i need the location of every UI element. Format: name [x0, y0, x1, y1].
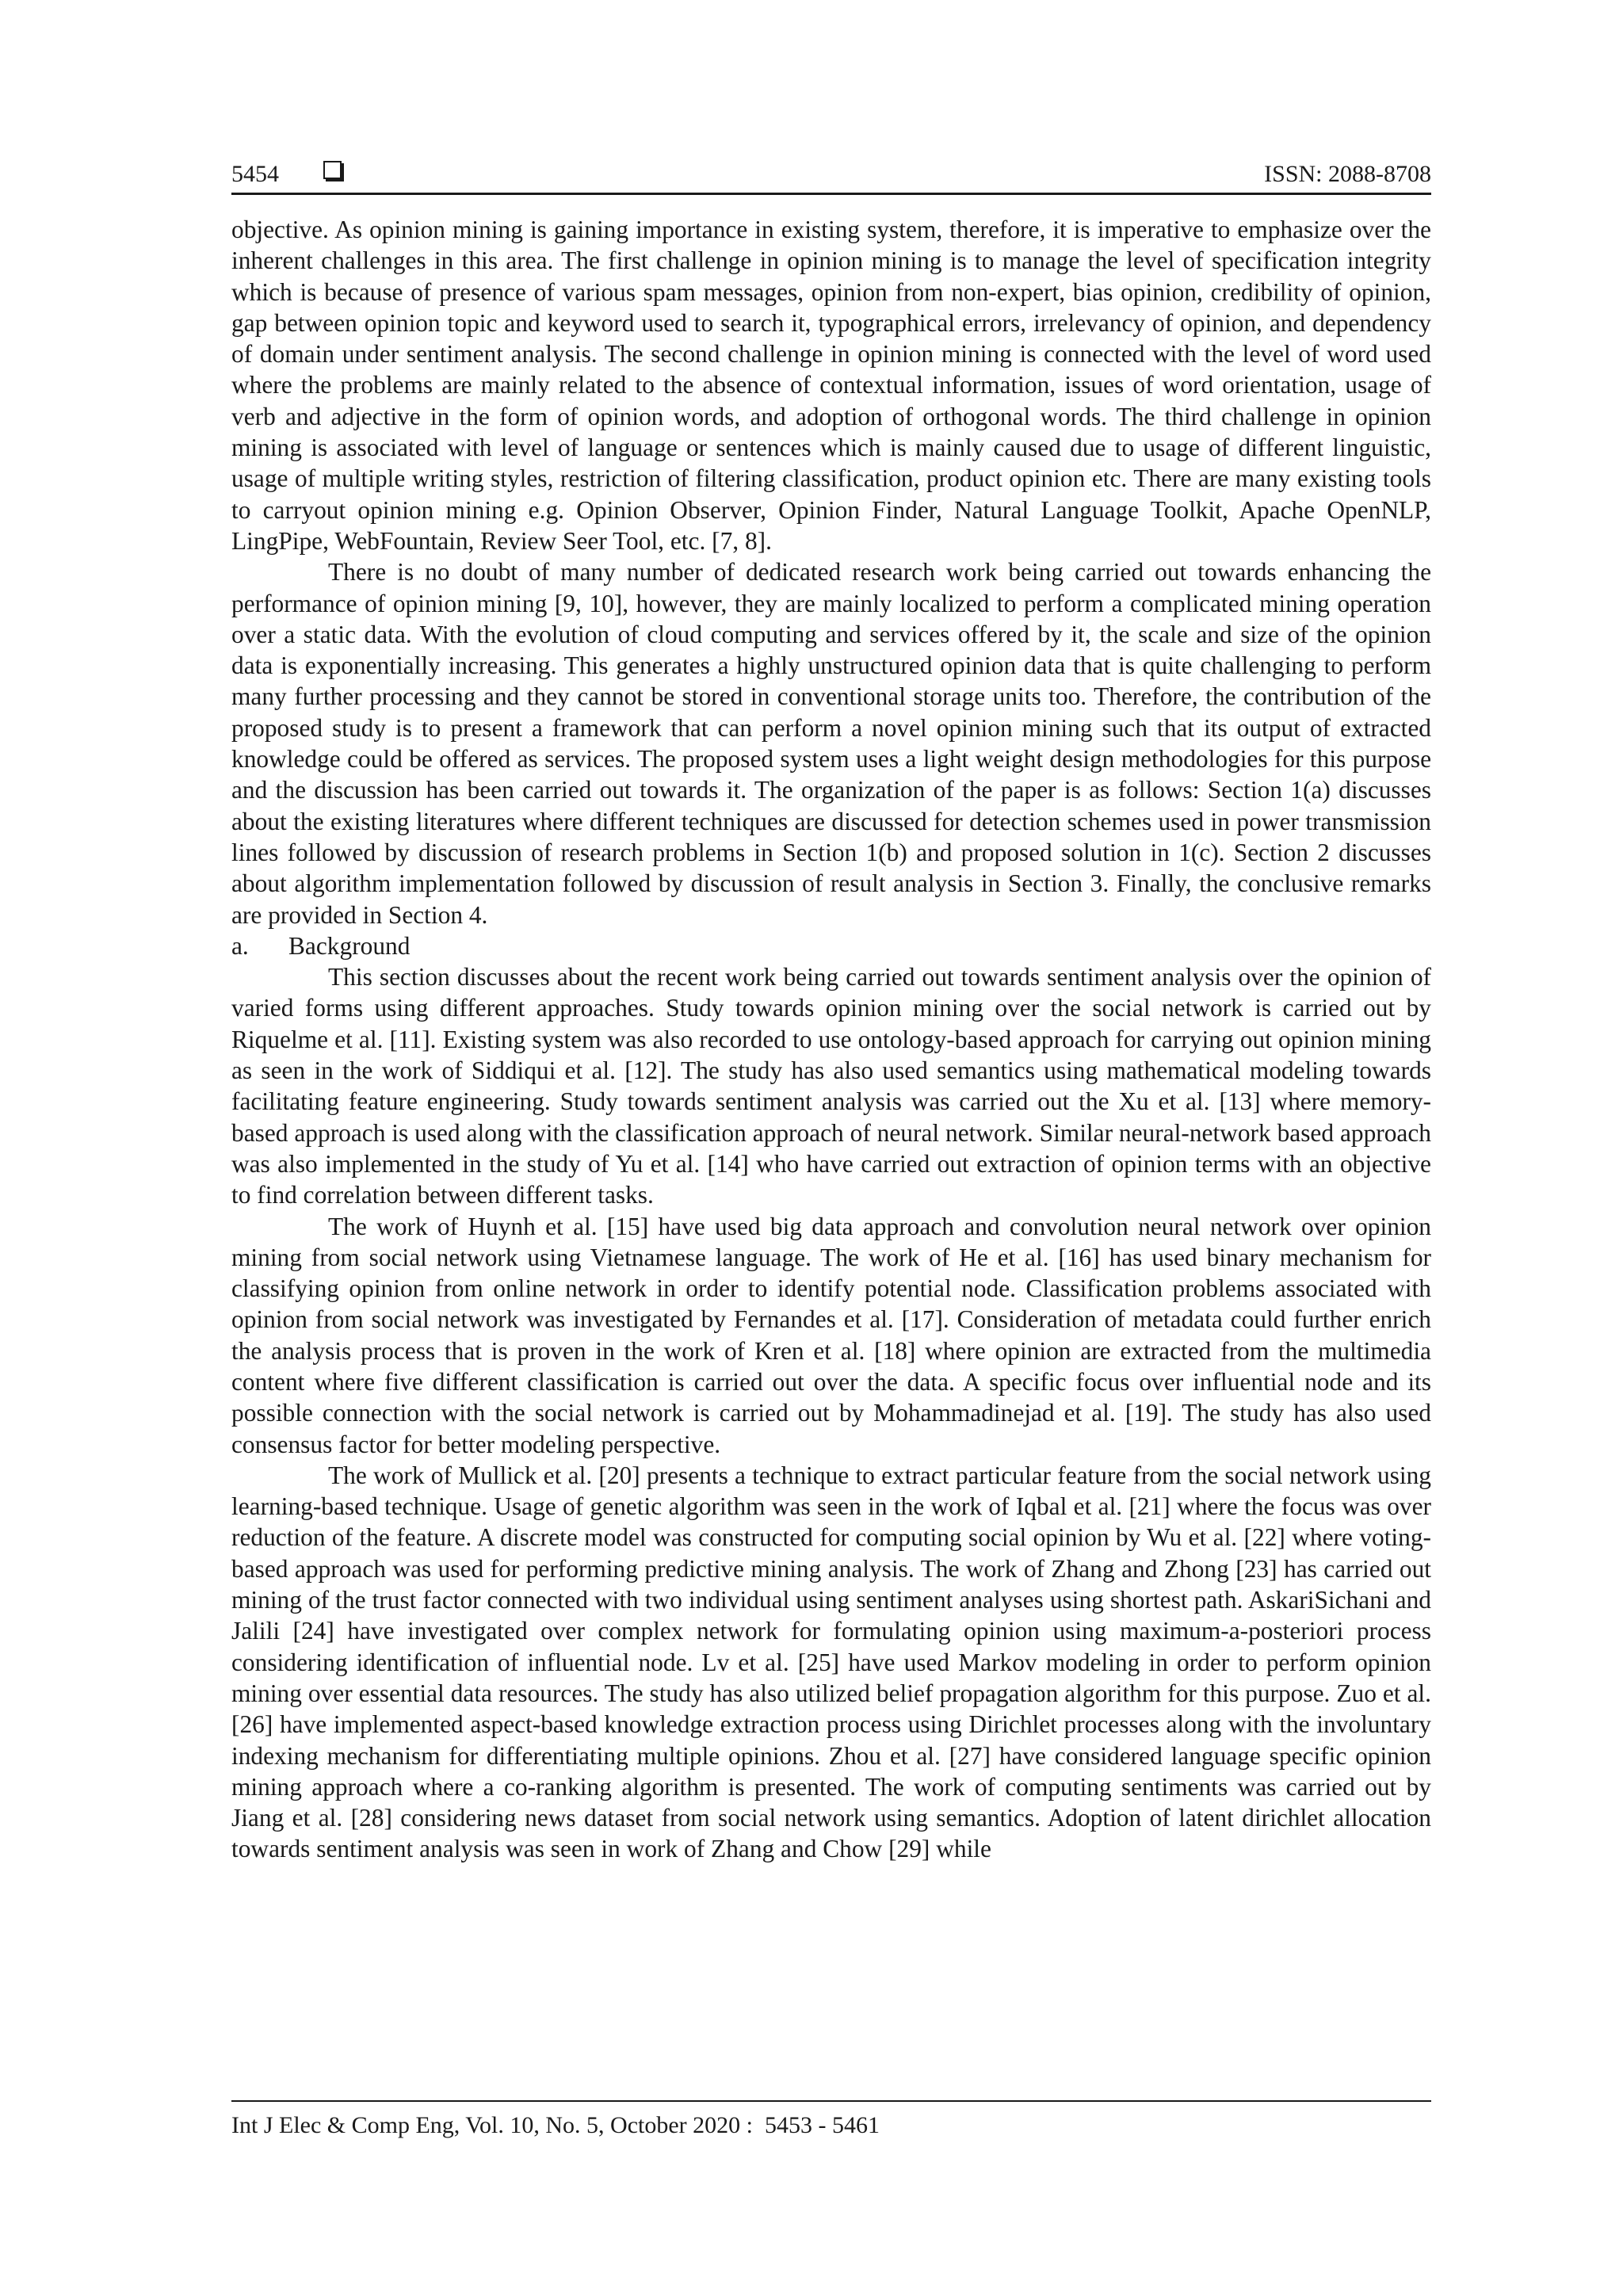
paragraph-objective: objective. As opinion mining is gaining importance in existing system, therefore, it is imperative to emphasize over the inherent challenges in this area. The first challenge in opinion mining is to manage the level of specification integrity which is because of presence of various spam messages, opinion from non-expert, bias opinion, credibility of opinion, gap between opinion topic and keyword used to search it, typographical errors, irrelevancy of opinion, and dependency of domain under sentiment analysis. The second challenge in opinion mining is connected with the level of word used where the problems are mainly related to the absence of contextual information, issues of word orientation, usage of verb and adjective in the form of opinion words, and adoption of orthogonal words. The third challenge in opinion mining is associated with level of language or sentences which is mainly caused due to usage of different linguistic, usage of multiple writing styles, restriction of filtering classification, product opinion etc. There are many existing tools to carryout opinion mining e.g. Opinion Observer, Opinion Finder, Natural Language Toolkit, Apache OpenNLP, LingPipe, WebFountain, Review Seer Tool, etc. [7, 8]. — [231, 216, 1431, 555]
header-rule — [231, 193, 1431, 195]
page-number: 5454 — [231, 161, 279, 187]
journal-citation: Int J Elec & Comp Eng, Vol. 10, No. 5, October 2020 : 5453 - 5461 — [231, 2112, 880, 2138]
page-header — [231, 155, 1431, 192]
checkbox-icon — [323, 161, 342, 179]
body-text — [231, 214, 1431, 1865]
paragraph-contribution: There is no doubt of many number of dedicated research work being carried out towards enhancing the performance of opinion mining [9, 10], however, they are mainly localized to perform a complicated mining operation over a static data. With the evolution of cloud computing and services offered by it, the scale and size of the opinion data is exponentially increasing. This generates a highly unstructured opinion data that is quite challenging to perform many further processing and they cannot be stored in conventional storage units too. Therefore, the contribution of the proposed study is to present a framework that can perform a novel opinion mining such that its output of extracted knowledge could be offered as services. The proposed system uses a light weight design methodologies for this purpose and the discussion has been carried out towards it. The organization of the paper is as follows: Section 1(a) discusses about the existing literatures where different techniques are discussed for detection schemes used in power transmission lines followed by discussion of research problems in Section 1(b) and proposed solution in 1(c). Section 2 discusses about algorithm implementation followed by discussion of result analysis in Section 3. Finally, the conclusive remarks are provided in Section 4. — [231, 558, 1431, 929]
paragraph-background-1: This section discusses about the recent work being carried out towards sentiment analysis over the opinion of varied forms using different approaches. Study towards opinion mining over the social network is carried out by Riquelme et al. [11]. Existing system was also recorded to use ontology-based approach for carrying out opinion mining as seen in the work of Siddiqui et al. [12]. The study has also used semantics using mathematical modeling towards facilitating feature engineering. Study towards sentiment analysis was carried out the Xu et al. [13] where memory-based approach is used along with the classification approach of neural network. Similar neural-network based approach was also implemented in the study of Yu et al. [14] who have carried out extraction of opinion terms with an objective to find correlation between different tasks. — [231, 963, 1431, 1209]
section-letter: a. — [231, 931, 249, 960]
footer-rule — [231, 2100, 1431, 2102]
paragraph-background-2: The work of Huynh et al. [15] have used big data approach and convolution neural network over opinion mining from social network using Vietnamese language. The work of He et al. [16] has used binary mechanism for classifying opinion from online network in order to identify potential node. Classification problems associated with opinion from social network was investigated by Fernandes et al. [17]. Consideration of metadata could further enrich the analysis process that is proven in the work of Kren et al. [18] where opinion are extracted from the multimedia content where five different classification is carried out over the data. A specific focus over influential node and its possible connection with the social network is carried out by Mohammadinejad et al. [19]. The study has also used consensus factor for better modeling perspective. — [231, 1212, 1431, 1458]
section-title: Background — [288, 931, 411, 960]
issn: ISSN: 2088-8708 — [1264, 161, 1431, 187]
paragraph-background-3: The work of Mullick et al. [20] presents a technique to extract particular feature from the social network using learning-based technique. Usage of genetic algorithm was seen in the work of Iqbal et al. [21] where the focus was over reduction of the feature. A discrete model was constructed for computing social opinion by Wu et al. [22] where voting-based approach was used for performing predictive mining analysis. The work of Zhang and Zhong [23] has carried out mining of the trust factor connected with two individual using sentiment analyses using shortest path. AskariSichani and Jalili [24] have investigated over complex network for formulating opinion using maximum-a-posteriori process considering identification of influential node. Lv et al. [25] have used Markov modeling in order to perform opinion mining over essential data resources. The study has also utilized belief propagation algorithm for this purpose. Zuo et al. [26] have implemented aspect-based knowledge extraction process using Dirichlet processes along with the involuntary indexing mechanism for differentiating multiple opinions. Zhou et al. [27] have considered language specific opinion mining approach where a co-ranking algorithm is presented. The work of computing sentiments was carried out by Jiang et al. [28] considering news dataset from social network using semantics. Adoption of latent dirichlet allocation towards sentiment analysis was seen in work of Zhang and Chow [29] while — [231, 1461, 1431, 1863]
section-heading-background — [231, 930, 1431, 961]
